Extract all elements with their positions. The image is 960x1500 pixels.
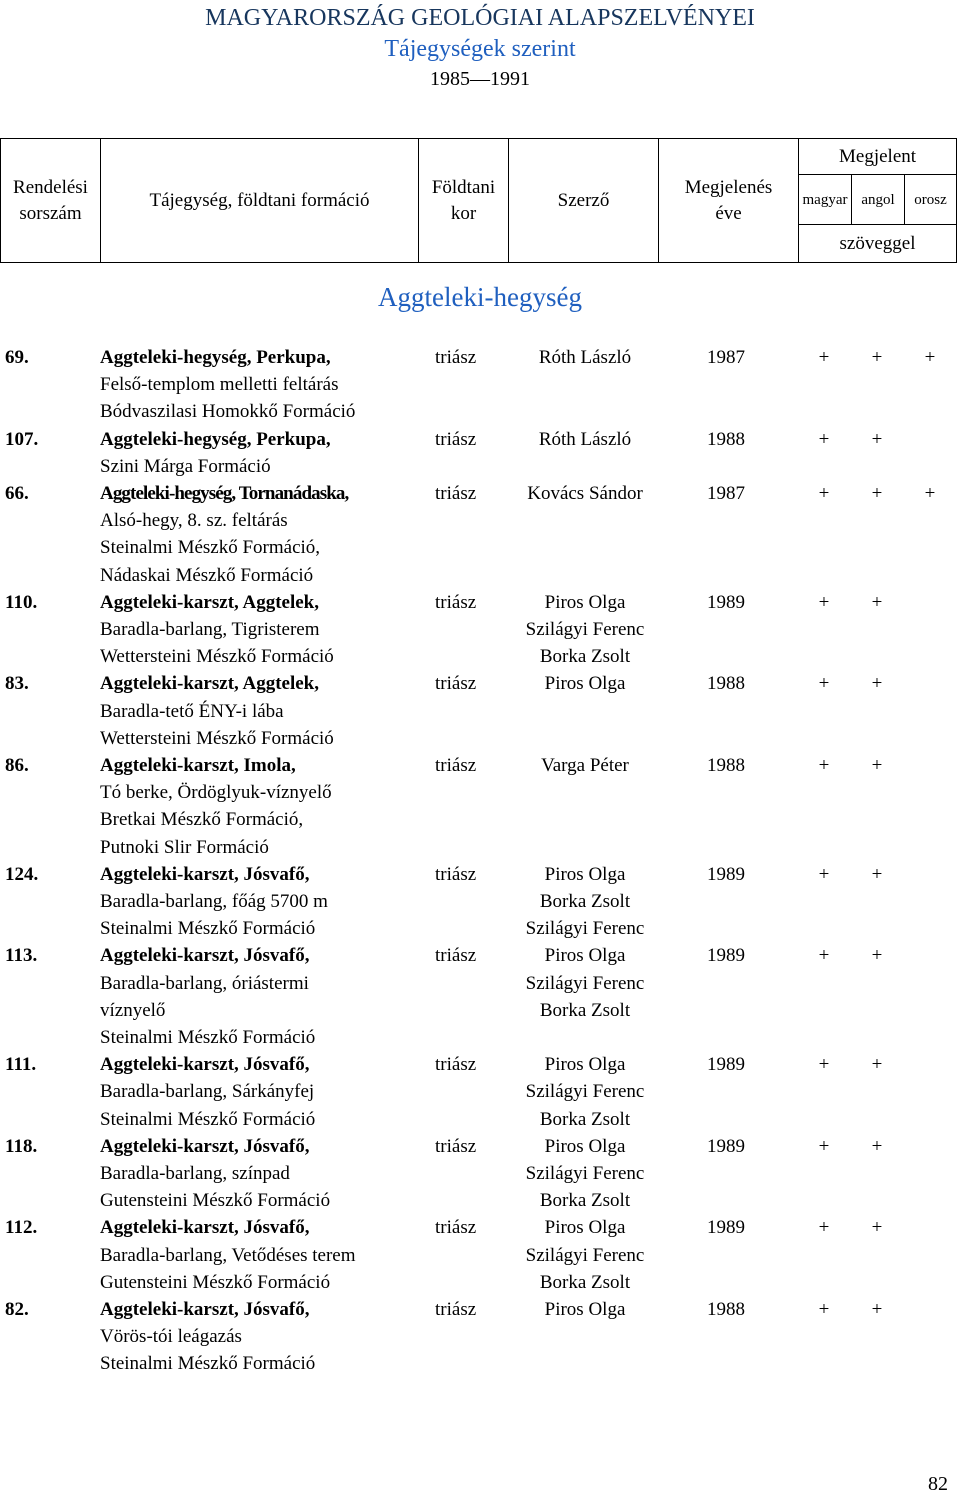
entry-author: Szilágyi Ferenc	[525, 1162, 645, 1184]
entry-authors	[500, 942, 670, 1024]
entry-location-line: Gutensteini Mészkő Formáció	[100, 1271, 331, 1293]
entry-row	[0, 480, 960, 589]
entry-mark-hungarian: +	[818, 1135, 830, 1157]
entry-location-line: Steinalmi Mészkő Formáció	[100, 1353, 316, 1375]
entry-author: Piros Olga	[544, 1298, 626, 1320]
entry-location-line: Wettersteini Mészkő Formáció	[100, 727, 334, 749]
entry-order-number: 124.	[5, 863, 39, 885]
header-russian: orosz	[905, 175, 957, 225]
entry-location	[100, 942, 430, 1051]
entry-location-line: Steinalmi Mészkő Formáció,	[100, 537, 321, 559]
entry-geologic-age: triász	[435, 1135, 477, 1157]
entry-location-line: Putnoki Slir Formáció	[100, 836, 269, 858]
header-geologic-age: Földtani kor	[419, 139, 509, 263]
entry-mark-english: +	[871, 591, 883, 613]
entry-mark-english: +	[871, 1135, 883, 1157]
entry-row	[0, 861, 960, 943]
entry-authors	[500, 752, 670, 779]
entry-year: 1989	[707, 863, 745, 885]
entry-order-number: 107.	[5, 428, 39, 450]
entry-location-line: Wettersteini Mészkő Formáció	[100, 646, 334, 668]
entry-authors	[500, 1133, 670, 1215]
entry-authors	[500, 426, 670, 453]
entry-mark-hungarian: +	[818, 945, 830, 967]
entry-geologic-age: triász	[435, 1217, 477, 1239]
entry-location	[100, 1051, 430, 1133]
entry-order-number: 118.	[5, 1135, 38, 1157]
header-order-number: Rendelési sorszám	[1, 139, 101, 263]
entry-authors	[500, 1051, 670, 1133]
entry-location-title: Aggteleki-karszt, Aggtelek,	[100, 591, 319, 613]
document-title: MAGYARORSZÁG GEOLÓGIAI ALAPSZELVÉNYEI	[205, 5, 755, 31]
entry-location-line: Gutensteini Mészkő Formáció	[100, 1190, 331, 1212]
entry-mark-hungarian: +	[818, 428, 830, 450]
entry-location	[100, 1296, 430, 1378]
entry-authors	[500, 670, 670, 697]
entry-mark-hungarian: +	[818, 673, 830, 695]
entry-mark-english: +	[871, 482, 883, 504]
entry-geologic-age: triász	[435, 863, 477, 885]
entry-year: 1987	[707, 482, 745, 504]
entry-location-title: Aggteleki-karszt, Jósvafő,	[100, 1135, 310, 1157]
entry-location-line: Felső-templom melletti feltárás	[100, 374, 339, 396]
entry-location-line: víznyelő	[100, 999, 166, 1021]
entry-location-line: Baradla-barlang, főág 5700 m	[100, 890, 328, 912]
entry-year: 1988	[707, 428, 745, 450]
entry-location-line: Baradla-barlang, Vetődéses terem	[100, 1244, 356, 1266]
entry-author: Piros Olga	[544, 1054, 626, 1076]
entry-location	[100, 426, 430, 480]
entry-geologic-age: triász	[435, 1298, 477, 1320]
entry-authors	[500, 1214, 670, 1296]
entry-mark-hungarian: +	[818, 591, 830, 613]
header-hungarian: magyar	[799, 175, 852, 225]
entry-mark-hungarian: +	[818, 482, 830, 504]
entry-author: Piros Olga	[544, 863, 626, 885]
entry-location-line: Baradla-barlang, színpad	[100, 1162, 290, 1184]
entry-order-number: 83.	[5, 673, 29, 695]
entry-mark-hungarian: +	[818, 1298, 830, 1320]
entry-order-number: 69.	[5, 347, 29, 368]
entry-year: 1989	[707, 1054, 745, 1076]
entry-author: Piros Olga	[544, 1135, 626, 1157]
entry-authors	[500, 1296, 670, 1323]
entry-author: Borka Zsolt	[539, 1190, 631, 1212]
entry-location-title: Aggteleki-karszt, Jósvafő,	[100, 1217, 310, 1239]
header-with-text: szöveggel	[799, 225, 957, 263]
entry-mark-english: +	[871, 1298, 883, 1320]
entry-mark-hungarian: +	[818, 1217, 830, 1239]
entry-mark-english: +	[871, 673, 883, 695]
entry-location-title: Aggteleki-hegység, Perkupa,	[100, 428, 331, 450]
entry-order-number: 86.	[5, 754, 29, 776]
entry-location	[100, 861, 430, 943]
page-number: 82	[928, 1473, 948, 1495]
entry-location-line: Baradla-barlang, óriástermi	[100, 972, 309, 994]
entry-row	[0, 426, 960, 480]
entry-year: 1988	[707, 1298, 745, 1320]
entry-location	[100, 670, 430, 752]
entry-location	[100, 589, 430, 671]
entry-mark-english: +	[871, 1217, 883, 1239]
entry-year: 1989	[707, 945, 745, 967]
entry-mark-english: +	[871, 863, 883, 885]
entry-authors	[500, 589, 670, 671]
entry-geologic-age: triász	[435, 673, 477, 695]
column-header-table	[0, 138, 957, 263]
region-title: Aggteleki-hegység	[378, 282, 582, 312]
entry-location-line: Steinalmi Mészkő Formáció	[100, 1108, 316, 1130]
entry-location-title: Aggteleki-hegység, Tornanádaska,	[100, 482, 349, 504]
entry-location-title: Aggteleki-karszt, Aggtelek,	[100, 673, 319, 695]
entry-author: Borka Zsolt	[539, 646, 631, 668]
entry-year: 1988	[707, 754, 745, 776]
entry-location	[100, 752, 430, 861]
entry-location-title: Aggteleki-karszt, Jósvafő,	[100, 1298, 310, 1320]
entry-author: Borka Zsolt	[539, 890, 631, 912]
entry-location-line: Baradla-barlang, Tigristerem	[100, 618, 320, 640]
entry-location-line: Vörös-tói leágazás	[100, 1326, 242, 1348]
entry-author: Szilágyi Ferenc	[525, 1244, 645, 1266]
entry-location-line: Baradla-barlang, Sárkányfej	[100, 1081, 315, 1103]
entry-location-title: Aggteleki-karszt, Jósvafő,	[100, 945, 310, 967]
entry-geologic-age: triász	[435, 347, 477, 368]
entry-location-title: Aggteleki-karszt, Jósvafő,	[100, 1054, 310, 1076]
entry-geologic-age: triász	[435, 591, 477, 613]
entry-mark-english: +	[871, 754, 883, 776]
entry-author: Piros Olga	[544, 591, 626, 613]
entry-authors	[500, 344, 670, 371]
entry-location	[100, 344, 430, 426]
entry-authors	[500, 480, 670, 507]
entry-row	[0, 1133, 960, 1215]
entry-order-number: 110.	[5, 591, 38, 613]
entry-location-title: Aggteleki-hegység, Perkupa,	[100, 347, 331, 368]
entry-author: Róth László	[538, 428, 632, 450]
entry-author: Szilágyi Ferenc	[525, 972, 645, 994]
entry-location-line: Tó berke, Ördöglyuk-víznyelő	[100, 782, 332, 804]
entry-author: Piros Olga	[544, 1217, 626, 1239]
entry-location-line: Bódvaszilasi Homokkő Formáció	[100, 401, 356, 423]
entry-author: Szilágyi Ferenc	[525, 918, 645, 940]
header-publication-year: Megjelenés éve	[659, 139, 799, 263]
entry-order-number: 66.	[5, 482, 29, 504]
entry-year: 1988	[707, 673, 745, 695]
entry-mark-english: +	[871, 428, 883, 450]
entry-row	[0, 344, 960, 426]
entry-mark-hungarian: +	[818, 1054, 830, 1076]
document-years: 1985—1991	[430, 68, 530, 90]
entry-author: Szilágyi Ferenc	[525, 1081, 645, 1103]
entry-author: Piros Olga	[544, 945, 626, 967]
entry-list	[0, 344, 960, 1378]
entry-location-line: Bretkai Mészkő Formáció,	[100, 809, 304, 831]
entry-row	[0, 752, 960, 861]
entry-location	[100, 1214, 430, 1296]
entry-location-line: Steinalmi Mészkő Formáció	[100, 918, 316, 940]
entry-author: Kovács Sándor	[527, 482, 643, 504]
entry-geologic-age: triász	[435, 428, 477, 450]
entry-year: 1989	[707, 591, 745, 613]
entry-mark-hungarian: +	[818, 754, 830, 776]
entry-location-title: Aggteleki-karszt, Imola,	[100, 754, 296, 776]
entry-mark-english: +	[871, 1054, 883, 1076]
header-english: angol	[852, 175, 905, 225]
document-header	[0, 2, 960, 92]
entry-geologic-age: triász	[435, 482, 477, 504]
entry-row	[0, 1214, 960, 1296]
entry-mark-hungarian: +	[818, 347, 830, 368]
entry-location-title: Aggteleki-karszt, Jósvafő,	[100, 863, 310, 885]
entry-author: Róth László	[538, 347, 632, 368]
entry-mark-english: +	[871, 945, 883, 967]
entry-author: Borka Zsolt	[539, 1271, 631, 1293]
entry-geologic-age: triász	[435, 1054, 477, 1076]
entry-geologic-age: triász	[435, 754, 477, 776]
entry-year: 1987	[707, 347, 745, 368]
entry-authors	[500, 861, 670, 943]
entry-row	[0, 1051, 960, 1133]
entry-location-line: Nádaskai Mészkő Formáció	[100, 564, 314, 586]
entry-location	[100, 1133, 430, 1215]
entry-mark-russian: +	[924, 482, 936, 504]
entry-author: Piros Olga	[544, 673, 626, 695]
entry-mark-hungarian: +	[818, 863, 830, 885]
entry-mark-english: +	[871, 347, 883, 368]
entry-location-line: Szini Márga Formáció	[100, 455, 271, 477]
entry-author: Varga Péter	[541, 754, 629, 776]
header-author: Szerző	[509, 139, 659, 263]
entry-row	[0, 670, 960, 752]
entry-author: Borka Zsolt	[539, 999, 631, 1021]
entry-row	[0, 1296, 960, 1378]
entry-row	[0, 589, 960, 671]
entry-location-line: Alsó-hegy, 8. sz. feltárás	[100, 510, 288, 532]
entry-row	[0, 942, 960, 1051]
entry-order-number: 82.	[5, 1298, 29, 1320]
document-subtitle: Tájegységek szerint	[384, 36, 576, 62]
entry-order-number: 113.	[5, 945, 38, 967]
entry-location	[100, 480, 430, 589]
entry-author: Szilágyi Ferenc	[525, 618, 645, 640]
entry-author: Borka Zsolt	[539, 1108, 631, 1130]
entry-year: 1989	[707, 1135, 745, 1157]
entry-year: 1989	[707, 1217, 745, 1239]
header-published: Megjelent	[799, 139, 957, 175]
entry-location-line: Baradla-tető ÉNY-i lába	[100, 700, 284, 722]
entry-order-number: 112.	[5, 1217, 38, 1239]
header-region-formation: Tájegység, földtani formáció	[101, 139, 419, 263]
entry-geologic-age: triász	[435, 945, 477, 967]
entry-order-number: 111.	[5, 1054, 37, 1076]
entry-mark-russian: +	[924, 347, 936, 368]
entry-location-line: Steinalmi Mészkő Formáció	[100, 1026, 316, 1048]
